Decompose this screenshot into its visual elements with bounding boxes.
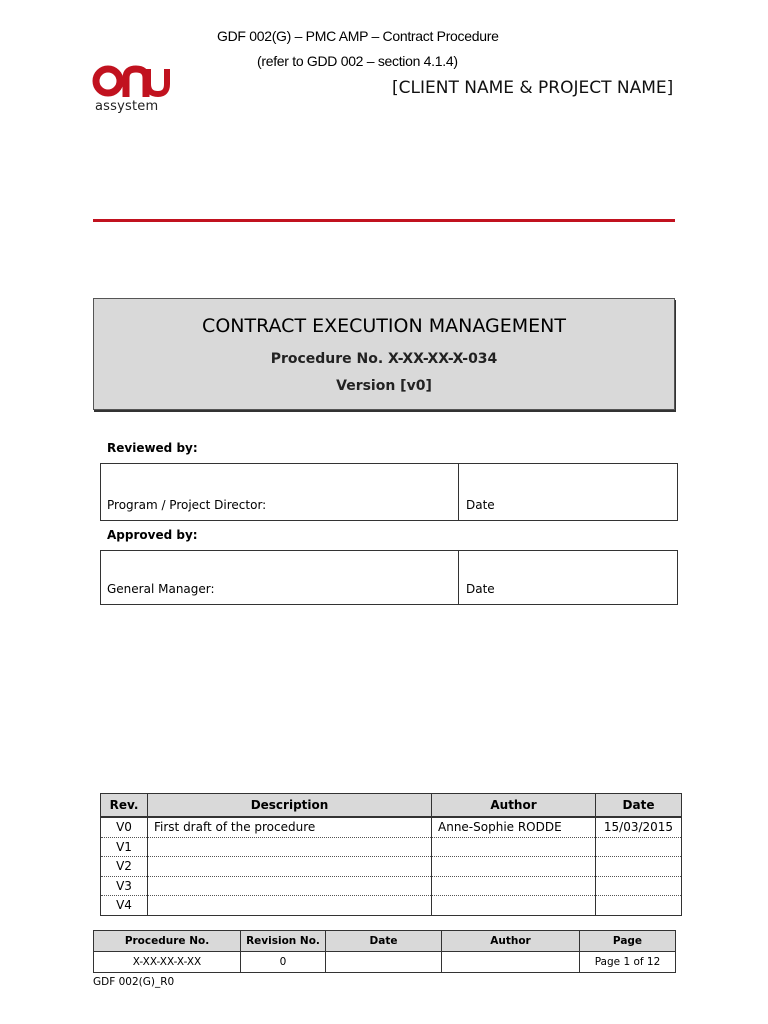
approval-signature-box: [100, 550, 678, 605]
footer-value-row: [94, 952, 676, 973]
title-block: [93, 298, 675, 410]
column-header-author: Author: [432, 794, 596, 818]
client-project-name: [CLIENT NAME & PROJECT NAME]: [392, 78, 674, 98]
reviewer-date-label: Date: [466, 498, 495, 512]
footer-header-procedure: Procedure No.: [94, 931, 241, 952]
table-row: [101, 817, 682, 837]
approver-role: General Manager:: [107, 582, 215, 596]
document-title: CONTRACT EXECUTION MANAGEMENT: [202, 315, 566, 337]
approved-by-label: Approved by:: [107, 528, 198, 542]
footer-header-author: Author: [442, 931, 580, 952]
author-cell: [432, 876, 596, 896]
date-cell: [596, 896, 682, 916]
reviewer-role: Program / Project Director:: [107, 498, 267, 512]
header-line-2: (refer to GDD 002 – section 4.1.4): [257, 53, 458, 69]
footer-page-value: Page 1 of 12: [580, 952, 676, 973]
column-header-rev: Rev.: [101, 794, 148, 818]
company-logo: [92, 64, 172, 118]
footer-date-value: [326, 952, 442, 973]
description-cell: [148, 837, 432, 857]
author-cell: [432, 896, 596, 916]
rev-cell: V2: [101, 857, 148, 877]
rev-cell: V4: [101, 896, 148, 916]
procedure-number: Procedure No. X-XX-XX-X-034: [270, 351, 498, 367]
description-cell: [148, 896, 432, 916]
rev-cell: V1: [101, 837, 148, 857]
date-cell: 15/03/2015: [596, 817, 682, 837]
document-code: GDF 002(G)_R0: [93, 976, 175, 988]
column-header-date: Date: [596, 794, 682, 818]
approver-date-label: Date: [466, 582, 495, 596]
rev-cell: V3: [101, 876, 148, 896]
author-cell: [432, 837, 596, 857]
date-cell: [596, 837, 682, 857]
date-cell: [596, 876, 682, 896]
version-label: Version [v0]: [336, 378, 432, 394]
footer-header-row: [94, 931, 676, 952]
footer-header-page: Page: [580, 931, 676, 952]
revision-header-row: [101, 794, 682, 818]
reviewed-by-label: Reviewed by:: [107, 441, 198, 455]
date-cell: [596, 857, 682, 877]
footer-table: [93, 930, 676, 973]
rev-cell: V0: [101, 817, 148, 837]
table-row: [101, 837, 682, 857]
table-row: [101, 896, 682, 916]
header-line-1: GDF 002(G) – PMC AMP – Contract Procedure: [217, 28, 499, 44]
header-divider: [93, 219, 675, 222]
assystem-logo-icon: [92, 64, 170, 98]
signature-divider: [458, 551, 459, 604]
signature-divider: [458, 464, 459, 520]
footer-revision-value: 0: [241, 952, 326, 973]
footer-header-date: Date: [326, 931, 442, 952]
column-header-description: Description: [148, 794, 432, 818]
revision-table: [100, 793, 682, 916]
footer-author-value: [442, 952, 580, 973]
author-cell: [432, 857, 596, 877]
table-row: [101, 857, 682, 877]
table-row: [101, 876, 682, 896]
footer-header-revision: Revision No.: [241, 931, 326, 952]
description-cell: [148, 876, 432, 896]
description-cell: [148, 857, 432, 877]
description-cell: First draft of the procedure: [148, 817, 432, 837]
author-cell: Anne-Sophie RODDE: [432, 817, 596, 837]
logo-wordmark: assystem: [95, 99, 159, 114]
review-signature-box: [100, 463, 678, 521]
footer-procedure-value: X-XX-XX-X-XX: [94, 952, 241, 973]
